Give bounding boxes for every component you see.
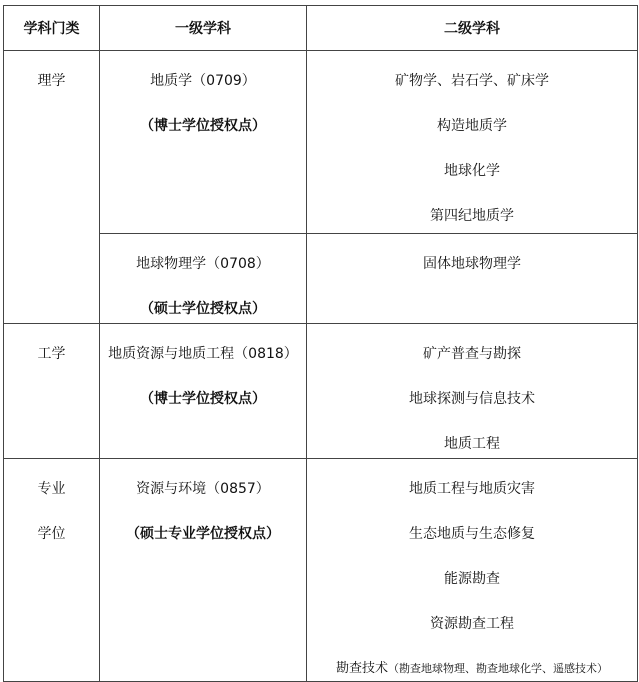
second-level-item: 地球探测与信息技术 <box>409 391 535 407</box>
second-level-item: 地球化学 <box>444 163 500 179</box>
second-level-cell <box>307 324 638 459</box>
category-label: 学位 <box>37 526 66 542</box>
first-level-cell <box>100 324 307 459</box>
second-level-item: 矿产普查与勘探 <box>423 346 521 362</box>
second-level-item: 第四纪地质学 <box>430 208 514 224</box>
second-level-cell <box>307 459 638 682</box>
second-level-item-note: （勘查地球物理、勘查地球化学、遥感技术） <box>388 662 608 675</box>
second-level-item: 能源勘查 <box>444 571 500 587</box>
category-cell-science <box>4 51 100 324</box>
table-row <box>4 51 638 234</box>
first-level-cell <box>100 234 307 324</box>
second-level-item <box>307 658 637 680</box>
second-level-cell <box>307 234 638 324</box>
header-first-level: 一级学科 <box>100 6 307 51</box>
category-cell-engineering <box>4 324 100 459</box>
second-level-item: 资源勘查工程 <box>430 616 514 632</box>
second-level-item: 固体地球物理学 <box>423 256 521 272</box>
category-label: 专业 <box>37 481 66 497</box>
second-level-item: 构造地质学 <box>437 118 507 134</box>
category-cell-professional <box>4 459 100 682</box>
table-row <box>4 459 638 682</box>
first-level-name: 地质学（0709） <box>150 73 256 89</box>
category-label: 工学 <box>37 346 66 362</box>
second-level-item-main: 勘查技术 <box>335 661 388 676</box>
header-category: 学科门类 <box>4 6 100 51</box>
degree-authorization: （硕士专业学位授权点） <box>126 526 280 542</box>
header-second-level: 二级学科 <box>307 6 638 51</box>
table-row <box>4 324 638 459</box>
second-level-item: 地质工程与地质灾害 <box>409 481 535 497</box>
first-level-name: 地球物理学（0708） <box>136 256 270 272</box>
second-level-cell <box>307 51 638 234</box>
first-level-name: 资源与环境（0857） <box>136 481 270 497</box>
table-row <box>4 234 638 324</box>
second-level-item: 生态地质与生态修复 <box>409 526 535 542</box>
degree-authorization: （硕士学位授权点） <box>140 301 266 317</box>
category-label: 理学 <box>37 73 66 89</box>
discipline-table <box>3 5 638 682</box>
first-level-cell <box>100 51 307 234</box>
second-level-item: 矿物学、岩石学、矿床学 <box>395 73 549 89</box>
second-level-item: 地质工程 <box>444 436 500 452</box>
degree-authorization: （博士学位授权点） <box>140 118 266 134</box>
first-level-name: 地质资源与地质工程（0818） <box>108 346 298 362</box>
table-header-row <box>4 6 638 51</box>
degree-authorization: （博士学位授权点） <box>140 391 266 407</box>
first-level-cell <box>100 459 307 682</box>
